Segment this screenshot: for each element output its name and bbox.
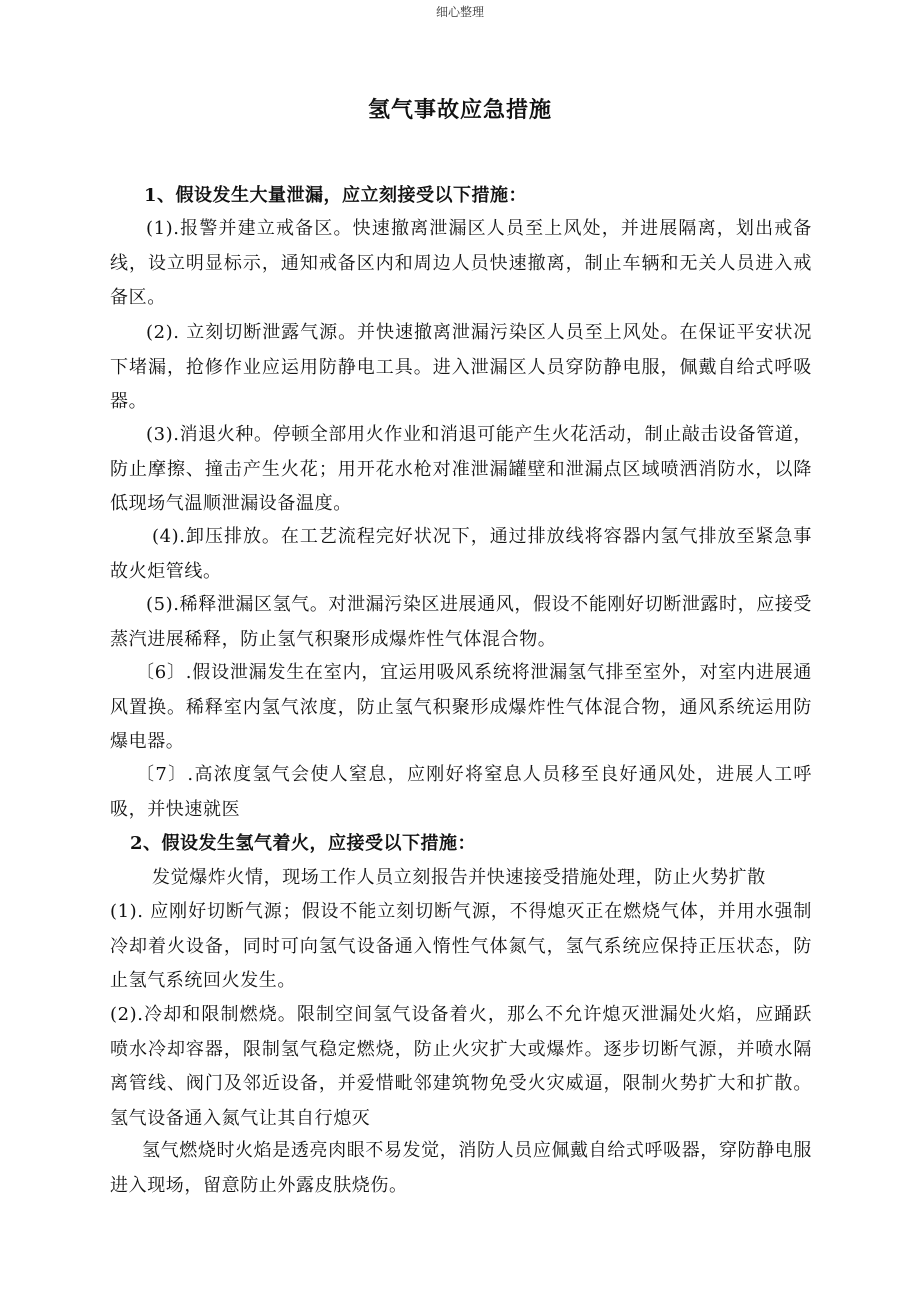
section-2-heading: 2、假设发生氢气着火，应接受以下措施： xyxy=(130,833,477,854)
section-1-item-6: 〔6〕.假设泄漏发生在室内，宜运用吸风系统将泄漏氢气排至室外，对室内进展通风置换。稀释室内氢气浓度，防止氢气积聚形成爆炸性气体混合物，通风系统运用防爆电器。 xyxy=(110,662,812,752)
section-2-note: 氢气燃烧时火焰是透亮肉眼不易发觉，消防人员应佩戴自给式呼吸器，穿防静电服进入现场，留意防止外露皮肤烧伤。 xyxy=(110,1140,812,1196)
section-1-item-5: (5).稀释泄漏区氢气。对泄漏污染区进展通风，假设不能刚好切断泄露时，应接受蒸汽进展稀释，防止氢气积聚形成爆炸性气体混合物。 xyxy=(110,594,813,650)
section-2-intro: 发觉爆炸火情，现场工作人员立刻报告并快速接受措施处理，防止火势扩散 xyxy=(152,867,766,888)
document-title: 氢气事故应急措施 xyxy=(367,97,552,123)
section-1-item-1: (1).报警并建立戒备区。快速撤离泄漏区人员至上风处，并进展隔离，划出戒备线，设立明显标示，通知戒备区内和周边人员快速撤离，制止车辆和无关人员进入戒备区。 xyxy=(110,218,812,308)
section-2-item-2: (2).冷却和限制燃烧。限制空间氢气设备着火，那么不允许熄灭泄漏处火焰，应踊跃喷水冷却容器，限制氢气稳定燃烧，防止火灾扩大或爆炸。逐步切断气源，并喷水隔离管线、阀门及邻近设备，并爱惜毗邻建筑物免受火灾威逼，限制火势扩大和扩散。氢气设备通入氮气让其自行熄灭 xyxy=(110,1004,812,1129)
section-1-item-2: (2). 立刻切断泄露气源。并快速撤离泄漏污染区人员至上风处。在保证平安状况下堵漏，抢修作业应运用防静电工具。进入泄漏区人员穿防静电服，佩戴自给式呼吸器。 xyxy=(110,322,812,412)
section-1-heading: 1、假设发生大量泄漏，应立刻接受以下措施： xyxy=(144,185,528,206)
section-2-item-1: (1). 应刚好切断气源；假设不能立刻切断气源，不得熄灭正在燃烧气体，并用水强制冷却着火设备，同时可向氢气设备通入惰性气体氮气，氢气系统应保持正压状态，防止氢气系统回火发生。 xyxy=(110,901,812,991)
section-1-item-4: (4).卸压排放。在工艺流程完好状况下，通过排放线将容器内氢气排放至紧急事故火炬管线。 xyxy=(110,526,812,582)
section-1-item-7: 〔7〕.高浓度氢气会使人窒息，应刚好将窒息人员移至良好通风处，进展人工呼吸，并快速就医 xyxy=(110,764,812,820)
page-header: 细心整理 xyxy=(435,5,484,19)
section-1-item-3: (3).消退火种。停顿全部用火作业和消退可能产生火花活动，制止敲击设备管道，防止摩擦、撞击产生火花；用开花水枪对准泄漏罐壁和泄漏点区域喷洒消防水，以降低现场气温顺泄漏设备温度。 xyxy=(110,424,813,514)
